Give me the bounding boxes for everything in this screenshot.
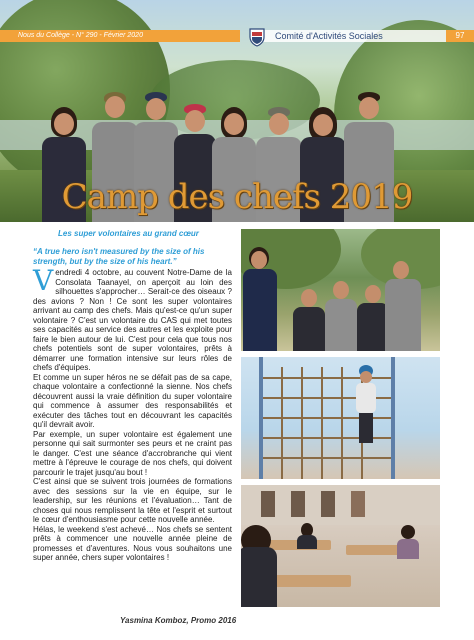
crest-logo-icon <box>247 27 267 47</box>
article-body <box>33 264 232 563</box>
photo-ropes-course <box>241 357 440 479</box>
paragraph: endredi 4 octobre, au couvent Notre-Dame de la Consolata Taanayel, on aperçoit au loin des silhouettes s'approcher… Serait-ce des oiseaux ? des avions ? Non ! Ce sont les super volontaires arrivant au camp des chefs. Mais qu'est-ce qu'un super volontaire ? C'est un volontaire du CAS qui met toutes ses capacités au service des autres et les exploite pour faire le bien autour de lui. C'est pour cela que tous nos chefs potentiels sont de super volontaires, prêts à démarrer une formation intensive sur leurs rôles de chefs d'équipes. <box>33 268 232 372</box>
paragraph: Par exemple, un super volontaire est également une personne qui sait surmonter ses peurs et ne craint pas le danger. C'est une séance d'accrobranche qui vient mettre à l'épreuve le courage de nos chefs, qui doivent parcourir le trajet jusqu'au bout ! <box>33 429 232 477</box>
page-number: 97 <box>446 30 474 42</box>
article-title: Camp des chefs 2019 <box>61 177 413 217</box>
paragraph: C'est ainsi que se suivent trois journées de formations avec des sessions sur la vie en équipe, sur le leadership, sur les réunions et l'évaluation… Tant de choses qui nous remplissent la tête et l'esprit et surtout le cœur d'enthousiasme pour cette nouvelle année. <box>33 477 232 524</box>
paragraph: Et comme un super héros ne se défait pas de sa cape, chaque volontaire a confectionné la sienne. Nos chefs découvrent aussi la vraie définition du super volontaire qui commence à assumer des responsabilités et exécuter des tâches tout en découvrant les capacités qu'il devrait avoir. <box>33 372 232 429</box>
issue-info: Nous du Collège - N° 290 - Février 2020 <box>18 32 143 39</box>
article-quote: “A true hero isn't measured by the size of his strength, but by the size of his heart.” <box>33 247 205 266</box>
header-right-band <box>255 30 474 42</box>
drop-cap: V <box>33 264 54 297</box>
running-header <box>0 30 474 42</box>
photo-group-outdoors <box>241 229 440 351</box>
header-left-band <box>0 30 240 42</box>
paragraph: Hélas, le weekend s'est achevé… Nos chefs se sentent prêts à commencer une nouvelle année pleine de promesses et d'aventures. Nous vous souhaitons une super année, chers super volontaires ! <box>33 524 232 562</box>
section-title: Comité d'Activités Sociales <box>275 31 383 41</box>
article-subtitle: Les super volontaires au grand cœur <box>58 229 199 238</box>
author-signature: Yasmina Komboz, Promo 2016 <box>120 616 237 625</box>
photo-indoor-session <box>241 485 440 607</box>
